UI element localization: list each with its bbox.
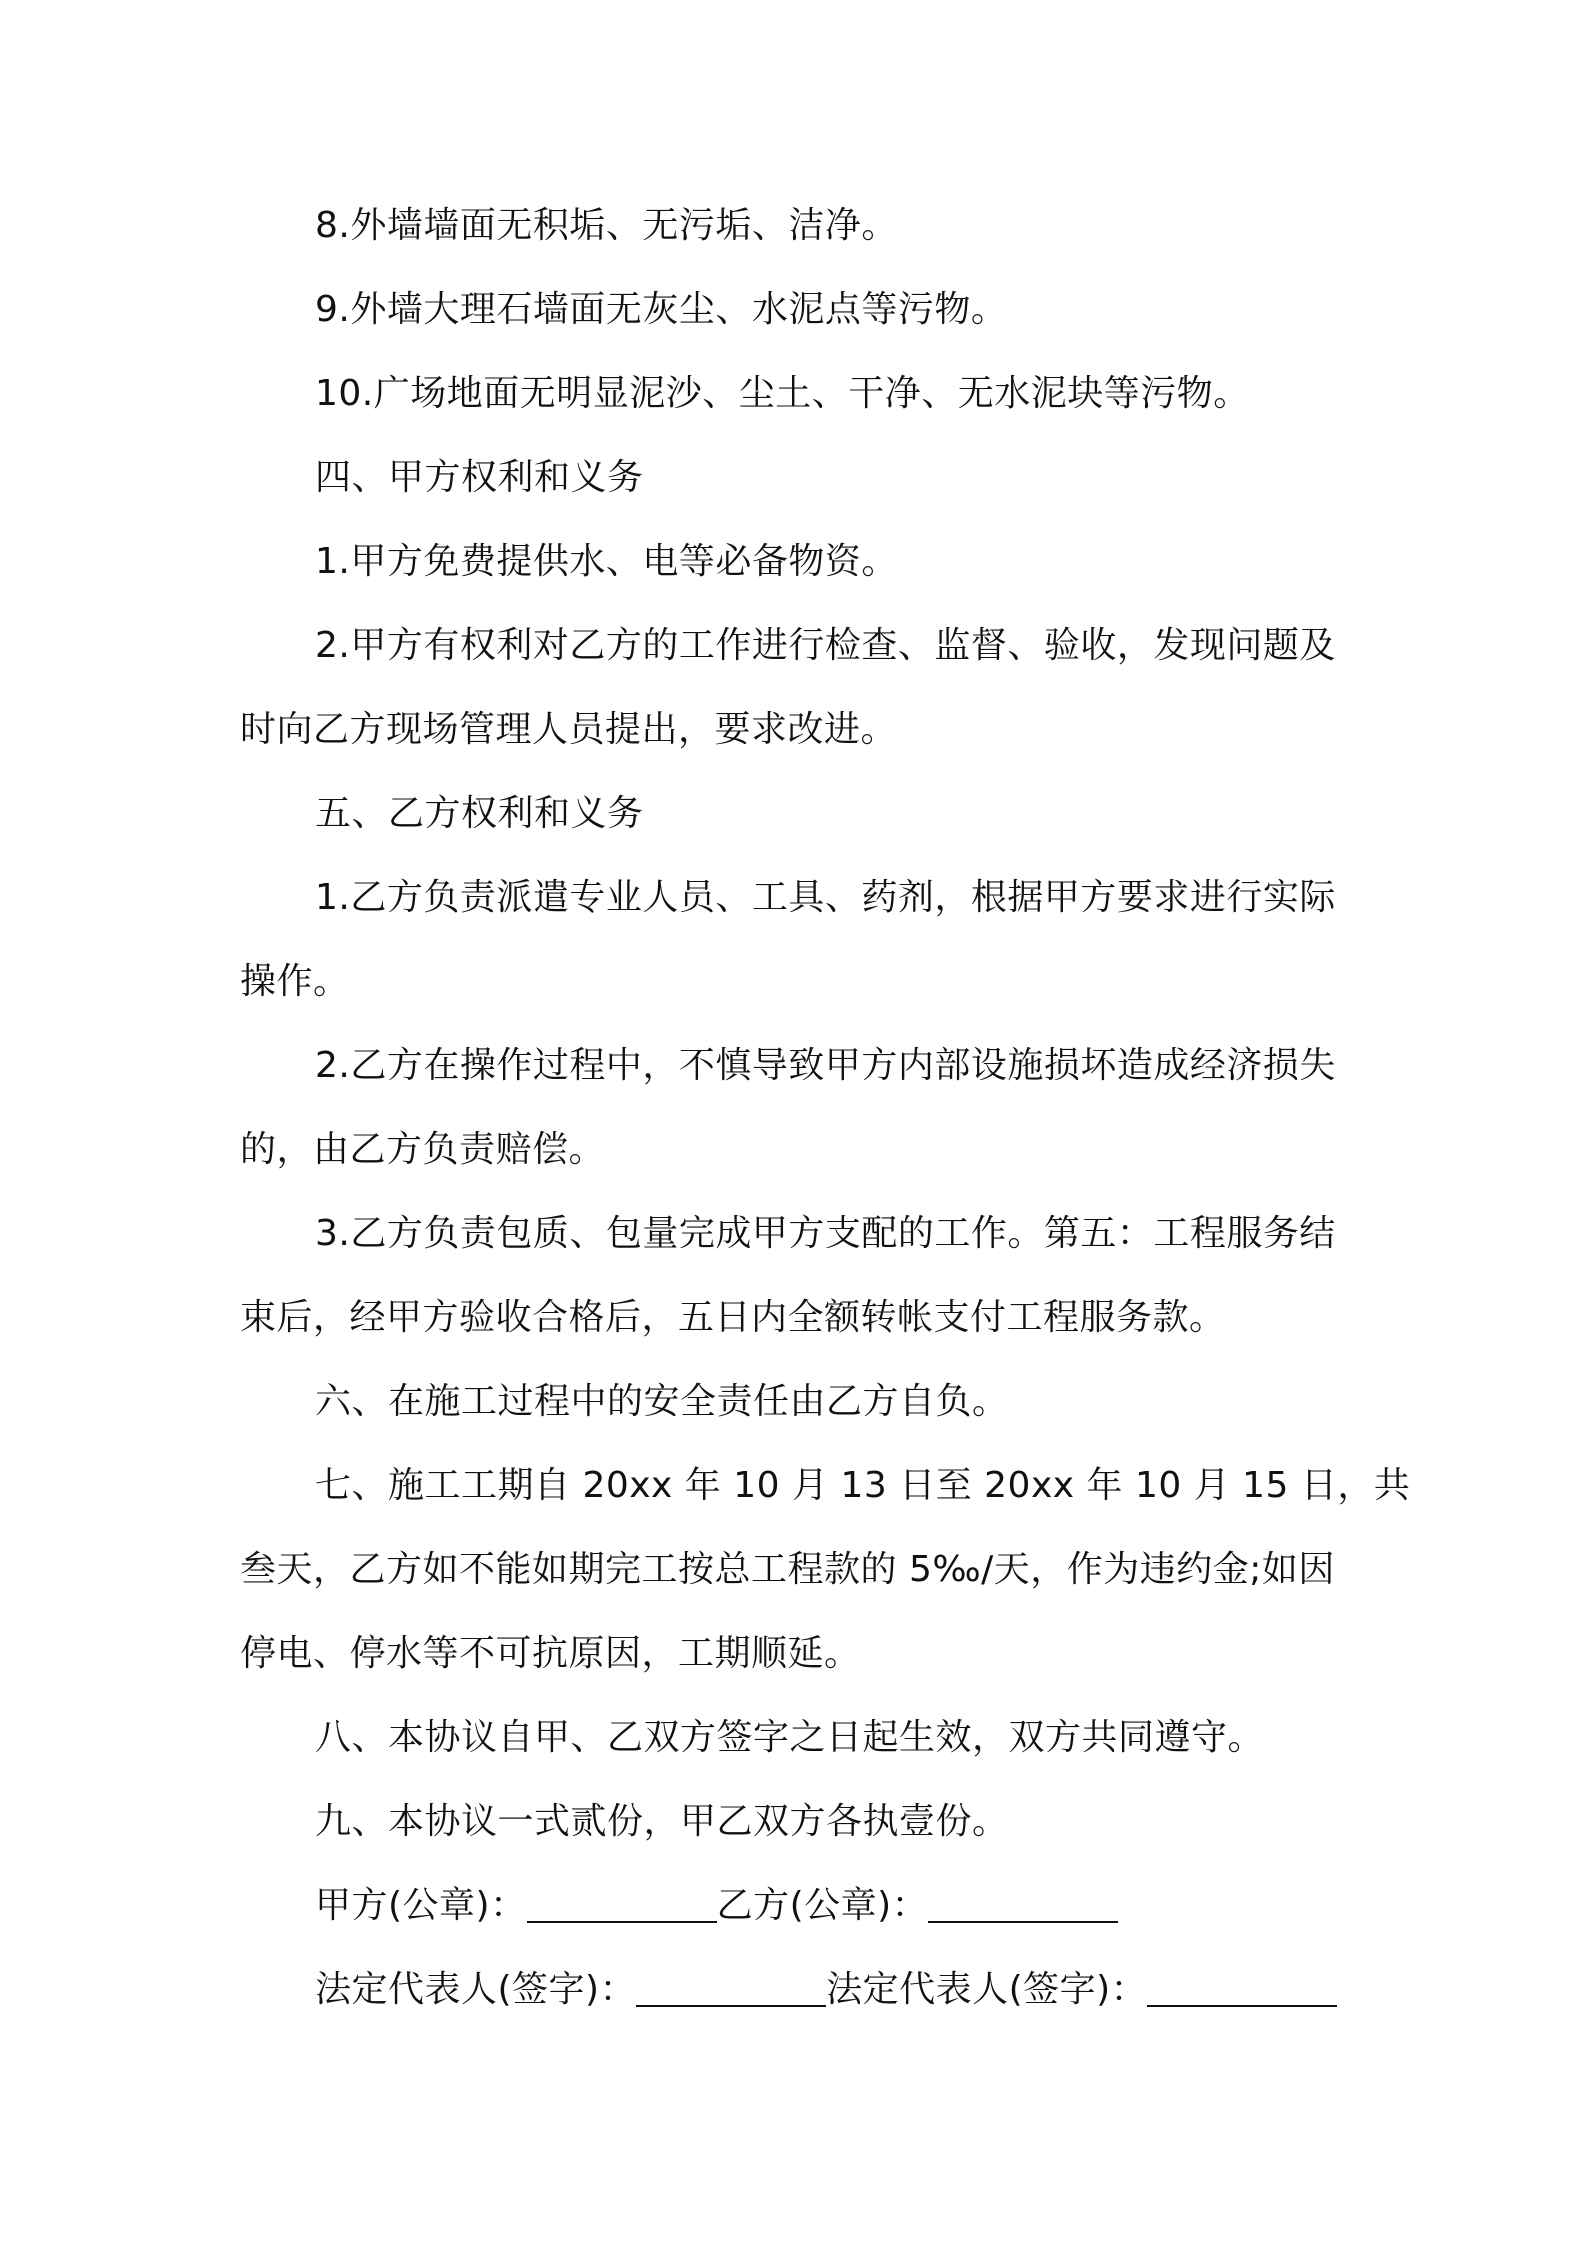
clause-line: 3.乙方负责包质、包量完成甲方支配的工作。第五：工程服务结 (315, 1213, 1336, 1254)
party-a-seal-label: 甲方(公章)： (315, 1885, 527, 1926)
section-heading: 四、甲方权利和义务 (315, 457, 644, 498)
clause-line: 叁天，乙方如不能如期完工按总工程款的 5‰/天，作为违约金;如因 (240, 1549, 1335, 1590)
party-b-seal-label: 乙方(公章)： (716, 1885, 929, 1926)
party-a-representative-label: 法定代表人(签字)： (315, 1969, 637, 2010)
clause-line: 2.甲方有权利对乙方的工作进行检查、监督、验收，发现问题及 (315, 625, 1336, 666)
party-b-representative-label: 法定代表人(签字)： (826, 1969, 1148, 2010)
clause-line: 束后，经甲方验收合格后，五日内全额转帐支付工程服务款。 (240, 1297, 1226, 1338)
party-a-representative-blank[interactable] (636, 2005, 826, 2007)
clause-line: 时向乙方现场管理人员提出，要求改进。 (240, 709, 898, 750)
clause-line: 操作。 (240, 961, 350, 1002)
section-heading: 五、乙方权利和义务 (315, 793, 644, 834)
seal-signature-row (315, 1885, 1118, 1926)
clause-line: 8.外墙墙面无积垢、无污垢、洁净。 (315, 205, 898, 246)
clause-line: 七、施工工期自 20xx 年 10 月 13 日至 20xx 年 10 月 15 日，共 (315, 1465, 1411, 1506)
clause-line: 9.外墙大理石墙面无灰尘、水泥点等污物。 (315, 289, 1008, 330)
party-b-seal-blank[interactable] (928, 1921, 1118, 1923)
section-heading: 九、本协议一式贰份，甲乙双方各执壹份。 (315, 1801, 1009, 1842)
clause-line: 的，由乙方负责赔偿。 (240, 1129, 606, 1170)
clause-line: 2.乙方在操作过程中，不慎导致甲方内部设施损坏造成经济损失 (315, 1045, 1336, 1086)
clause-line: 1.乙方负责派遣专业人员、工具、药剂，根据甲方要求进行实际 (315, 877, 1336, 918)
section-heading: 八、本协议自甲、乙双方签字之日起生效，双方共同遵守。 (315, 1717, 1265, 1758)
party-a-seal-blank[interactable] (527, 1921, 717, 1923)
clause-line: 1.甲方免费提供水、电等必备物资。 (315, 541, 898, 582)
representative-signature-row (315, 1969, 1337, 2010)
clause-line: 10.广场地面无明显泥沙、尘土、干净、无水泥块等污物。 (315, 373, 1250, 414)
section-heading: 六、在施工过程中的安全责任由乙方自负。 (315, 1381, 1009, 1422)
clause-line: 停电、停水等不可抗原因，工期顺延。 (240, 1633, 861, 1674)
party-b-representative-blank[interactable] (1147, 2005, 1337, 2007)
